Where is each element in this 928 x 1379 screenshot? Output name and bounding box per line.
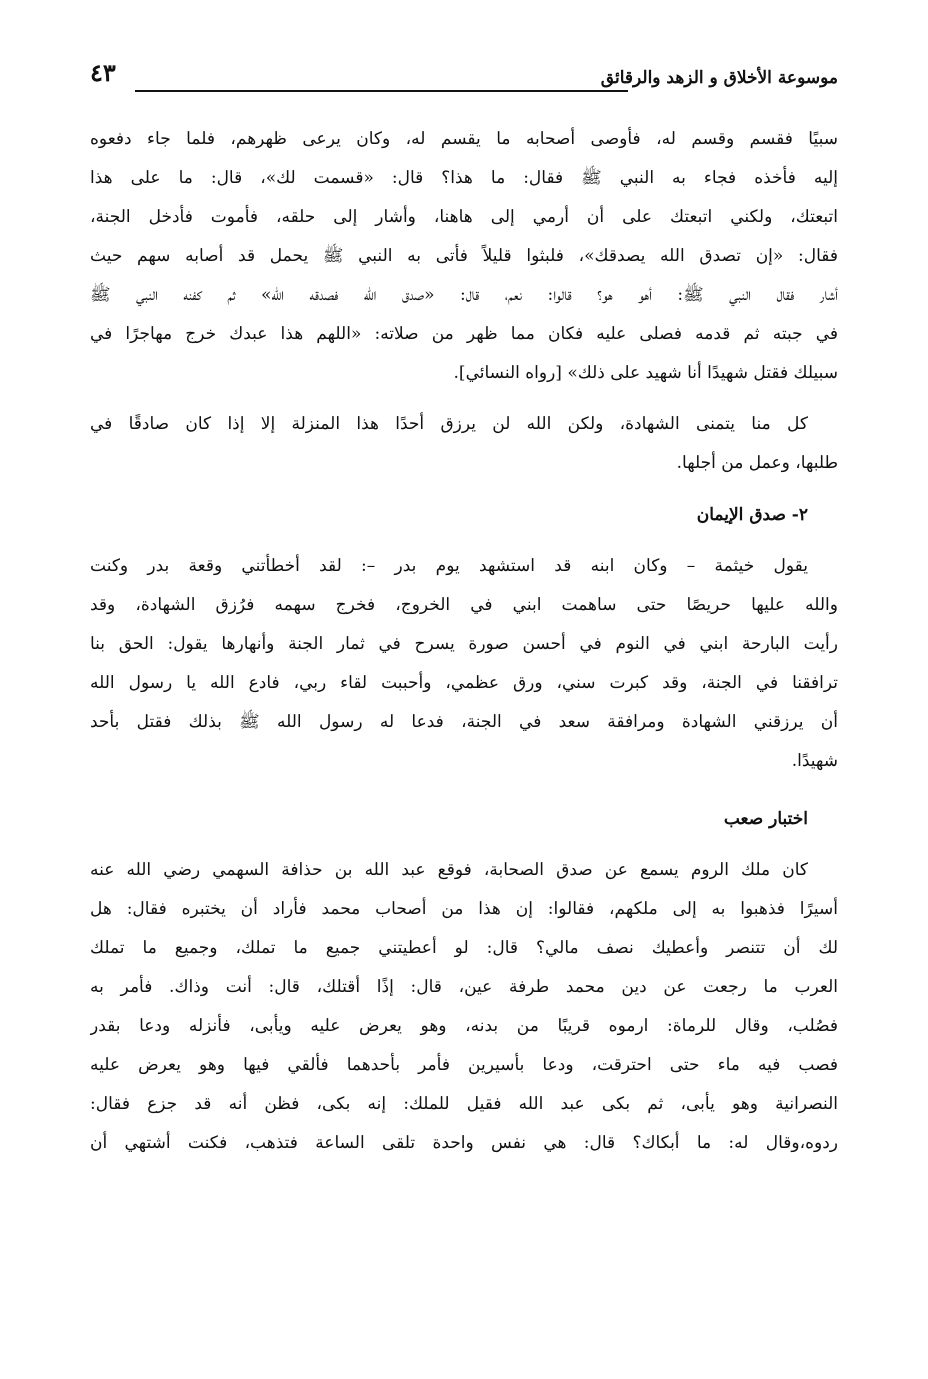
header-rule [135, 90, 628, 92]
text-line: رأيت البارحة ابني في النوم في أحسن صورة يسرح في ثمار الجنة وأنهارها يقول: الحق بنا [90, 634, 838, 654]
text-line: كل منا يتمنى الشهادة، ولكن الله لن يرزق أحدًا هذا المنزلة إلا إذا كان صادقًا في [90, 414, 808, 434]
paragraph-abdullah-hudhafa [90, 851, 838, 1163]
text-line: سبيلك فقتل شهيدًا أنا شهيد على ذلك» [رواه النسائي]. [453, 363, 838, 383]
header-title: موسوعة الأخلاق و الزهد والرقائق [600, 68, 838, 88]
text-line: أن يرزقني الشهادة ومرافقة سعد في الجنة، فدعا له رسول الله ﷺ بذلك فقتل بأحد [90, 712, 838, 732]
text-line: النصرانية وهو يأبى، ثم بكى عبد الله فقيل للملك: إنه بكى، فظن أنه قد جزع فقال: [90, 1094, 838, 1114]
text-line: اتبعتك، ولكني اتبعتك على أن أرمي إلى هاهنا، وأشار إلى حلقه، فأموت فأدخل الجنة، [90, 207, 838, 227]
text-line: سبيًا فقسم وقسم له، فأوصى أصحابه ما يقسم له، وكان يرعى ظهرهم، فلما جاء دفعوه [90, 129, 838, 149]
page-body [90, 120, 838, 1163]
text-line: لك أن تتنصر وأعطيك نصف مالي؟ قال: لو أعطيتني جميع ما تملك، وجميع ما تملك [90, 938, 838, 958]
paragraph-hadith-continuation [90, 120, 838, 393]
text-line: ردوه،وقال له: ما أبكاك؟ قال: هي نفس واحدة تلقى الساعة فتذهب، فكنت أشتهي أن [90, 1133, 838, 1153]
text-line: ترافقنا في الجنة، وقد كبرت سني، ورق عظمي، وأحببت لقاء ربي، فادع الله يا رسول الله [90, 673, 838, 693]
text-line: إليه فأخذه فجاء به النبي ﷺ فقال: ما هذا؟ قال: «قسمت لك»، قال: ما على هذا [90, 168, 838, 188]
text-line: كان ملك الروم يسمع عن صدق الصحابة، فوقع عبد الله بن حذافة السهمي رضي الله عنه [90, 860, 808, 880]
text-line: والله عليها حريصًا حتى ساهمت ابني في الخروج، فخرج سهمه فرُزق الشهادة، وقد [90, 595, 838, 615]
text-line: في جبته ثم قدمه فصلى عليه فكان مما ظهر من صلاته: «اللهم هذا عبدك خرج مهاجرًا في [90, 324, 838, 344]
text-line: طلبها، وعمل من أجلها. [676, 453, 838, 473]
text-line: فصب فيه ماء حتى احترقت، ودعا بأسيرين فأمر بأحدهما فألقي فيها وهو يعرض عليه [90, 1055, 838, 1075]
text-line: يقول خيثمة – وكان ابنه قد استشهد يوم بدر –: لقد أخطأتني وقعة بدر وكنت [90, 556, 808, 576]
text-line: فصُلب، وقال للرماة: ارموه قريبًا من بدنه، وهو يعرض عليه ويأبى، فأنزله ودعا بقدر [90, 1016, 838, 1036]
paragraph-martyrdom [90, 405, 838, 483]
paragraph-khaythama [90, 547, 838, 781]
text-line: فقال: «إن تصدق الله يصدقك»، فلبثوا قليلاً فأتى به النبي ﷺ يحمل قد أصابه سهم حيث [90, 246, 838, 266]
text-line: أشار فقال النبي ﷺ: أهو هو؟ قالوا: نعم، قال: «صدق الله فصدقه الله» ثم كفنه النبي ﷺ [90, 285, 838, 305]
text-line: أسيرًا فذهبوا به إلى ملكهم، فقالوا: إن هذا من أصحاب محمد فأراد أن يختبره فقال: هل [90, 899, 838, 919]
running-header [90, 58, 838, 98]
text-line: شهيدًا. [791, 751, 838, 771]
text-line: العرب ما رجعت عن دين محمد طرفة عين، قال: إذًا أقتلك، قال: أنت وذاك. فأمر به [90, 977, 838, 997]
page-number: ٤٣ [90, 58, 116, 87]
section-heading: ٢- صدق الإيمان [696, 505, 808, 525]
subsection-heading: اختبار صعب [723, 809, 808, 829]
